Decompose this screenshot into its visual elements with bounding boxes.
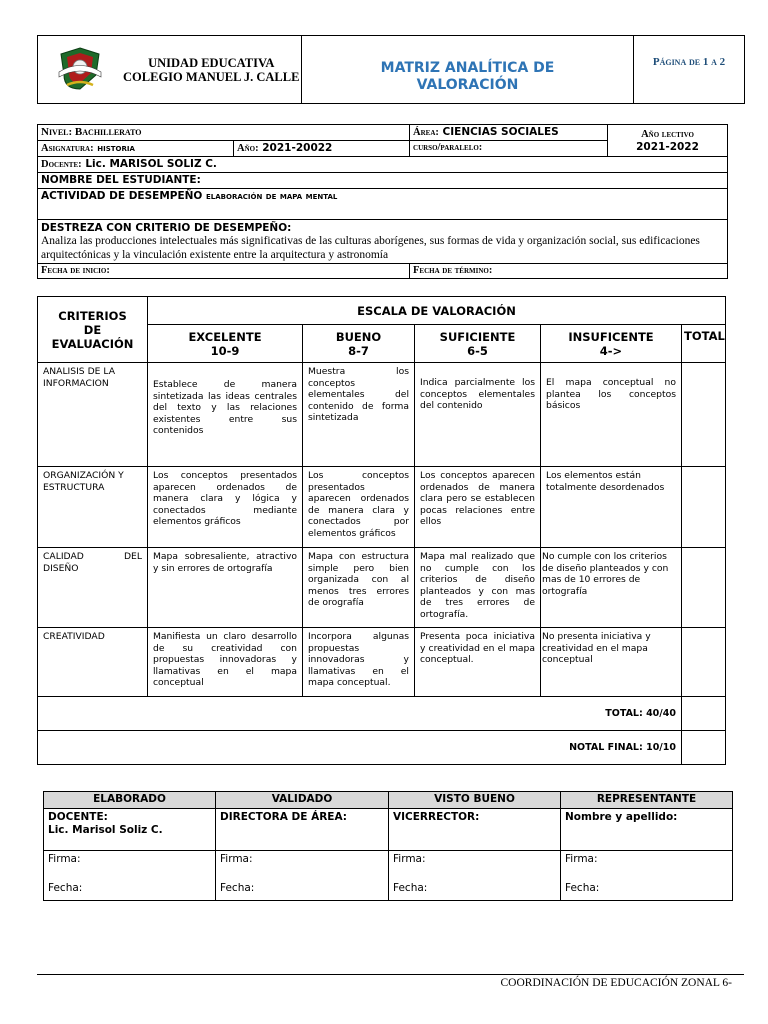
title-cell [302, 36, 634, 104]
page-indicator: Página de 1 a 2 [652, 56, 726, 68]
footer-text: COORDINACIÓN DE EDUCACIÓN ZONAL 6- [500, 977, 732, 989]
ano-lectivo-value: 2021-2022 [636, 140, 699, 153]
area-value: CIENCIAS SOCIALES [442, 126, 559, 138]
cell-total[interactable] [682, 363, 726, 467]
destreza-label: DESTREZA CON CRITERIO DE DESEMPEÑO: [41, 222, 292, 234]
ano-lectivo-cell: Año lectivo 2021-2022 [608, 125, 728, 157]
cell-bueno: Muestra los conceptos elementales del contenido de forma sintetizada [303, 363, 415, 467]
sig-representante-cell[interactable]: Nombre y apellido: [561, 809, 733, 851]
destreza-cell [38, 220, 728, 264]
school-crest-icon [55, 45, 105, 91]
school-name-line1: UNIDAD EDUCATIVA [148, 55, 275, 70]
page-total: 2 [719, 56, 726, 68]
cell-total[interactable] [682, 467, 726, 548]
logo-cell [38, 36, 122, 104]
document-header [37, 35, 745, 104]
cell-excelente: Establece de manera sintetizada las ideas centrales del texto y las relaciones existentes entre sus contenidos [148, 363, 303, 467]
table-row [38, 548, 726, 628]
cell-insuficiente: Los elementos están totalmente desordenados [541, 467, 682, 548]
school-name-line2: COLEGIO MANUEL J. CALLE [123, 69, 300, 84]
level-header-suficiente: SUFICIENTE 6-5 [415, 325, 541, 363]
final-score-cell[interactable] [682, 731, 726, 765]
cell-insuficiente: No cumple con los criterios de diseño planteados y con mas de 10 errores de ortografía [541, 548, 682, 628]
cell-excelente: Mapa sobresaliente, atractivo y sin errores de ortografía [148, 548, 303, 628]
sig-elaborado-cell: DOCENTE: Lic. Marisol Soliz C. [44, 809, 216, 851]
table-row [38, 628, 726, 697]
criterion-analisis: ANALISIS DE LA INFORMACION [38, 363, 148, 467]
student-info-table [37, 124, 728, 279]
school-name-cell [122, 36, 302, 104]
table-row [38, 363, 726, 467]
cell-insuficiente: El mapa conceptual no plantea los conceptos básicos [541, 363, 682, 467]
criterion-organizacion: ORGANIZACIÓN Y ESTRUCTURA [38, 467, 148, 548]
cell-suficiente: Presenta poca iniciativa y creatividad en el mapa conceptual. [415, 628, 541, 697]
curso-cell: curso/paralelo: [410, 141, 608, 157]
level-header-excelente: EXCELENTE 10-9 [148, 325, 303, 363]
ano-cell: Año: 2021-20022 [234, 141, 410, 157]
cell-insuficiente: No presenta iniciativa y creatividad en el mapa conceptual [541, 628, 682, 697]
total-score-cell[interactable] [682, 697, 726, 731]
estudiante-cell[interactable]: NOMBRE DEL ESTUDIANTE: [38, 173, 728, 189]
cell-excelente: Los conceptos presentados aparecen ordenados de manera clara y lógica y conectados mediante elementos gráficos [148, 467, 303, 548]
document-title-line1: MATRIZ ANALÍTICA DE [380, 59, 555, 76]
destreza-text: Analiza las producciones intelectuales más significativas de las culturas aborígenes, sus formas de vida y organización social, sus edificaciones arquitectónicas y la vinculación existente entre la arquitectura y astronomía [41, 235, 700, 261]
total-header: TOTAL [682, 325, 726, 363]
sig-firma-fecha-cell[interactable]: Firma: Fecha: [216, 851, 389, 901]
ano-value: 2021-20022 [262, 142, 333, 154]
area-cell: Área: CIENCIAS SOCIALES [410, 125, 608, 141]
sig-firma-fecha-cell[interactable]: Firma: Fecha: [561, 851, 733, 901]
total-score: TOTAL: 40/40 [38, 697, 682, 731]
level-header-insuficiente: INSUFICENTE 4-> [541, 325, 682, 363]
signature-table [43, 791, 733, 901]
cell-bueno: Incorpora algunas propuestas innovadoras y llamativas en el mapa conceptual. [303, 628, 415, 697]
actividad-cell: ACTIVIDAD DE DESEMPEÑO elaboración de mapa mental [38, 189, 728, 220]
sig-header-elaborado: ELABORADO [44, 792, 216, 809]
nivel-value: Bachillerato [74, 126, 142, 138]
cell-suficiente: Indica parcialmente los conceptos elementales del contenido [415, 363, 541, 467]
cell-bueno: Los conceptos presentados aparecen ordenados de manera clara y conectados por elementos gráficos [303, 467, 415, 548]
cell-total[interactable] [682, 628, 726, 697]
fecha-inicio-cell[interactable]: Fecha de inicio: [38, 264, 410, 279]
table-row [38, 467, 726, 548]
page-number: 1 [702, 56, 709, 68]
criterion-creatividad: CREATIVIDAD [38, 628, 148, 697]
cell-suficiente: Mapa mal realizado que no cumple con los criterios de diseño planteados y con mas de tres errores de ortografía. [415, 548, 541, 628]
level-header-bueno: BUENO 8-7 [303, 325, 415, 363]
sig-header-representante: REPRESENTANTE [561, 792, 733, 809]
document-title-line2: VALORACIÓN [416, 76, 519, 93]
criterios-header: CRITERIOS DE EVALUACIÓN [38, 297, 148, 363]
docente-cell: Docente: Lic. MARISOL SOLIZ C. [38, 157, 728, 173]
docente-name: Lic. Marisol Soliz C. [48, 824, 163, 836]
actividad-value: elaboración de mapa mental [206, 191, 338, 202]
cell-total[interactable] [682, 548, 726, 628]
asignatura-cell: Asignatura: historia [38, 141, 234, 157]
rubric-table [37, 296, 726, 765]
sig-firma-fecha-cell[interactable]: Firma: Fecha: [44, 851, 216, 901]
escala-header: ESCALA DE VALORACIÓN [148, 297, 726, 325]
cell-suficiente: Los conceptos aparecen ordenados de manera clara pero se establecen pocas relaciones entre ellos [415, 467, 541, 548]
footer-divider [37, 974, 744, 975]
criterion-calidad: CALIDAD DEL DISEÑO [38, 548, 148, 628]
sig-visto-bueno-cell: VICERRECTOR: [389, 809, 561, 851]
cell-excelente: Manifiesta un claro desarrollo de su creatividad con propuestas innovadoras y llamativas en el mapa conceptual [148, 628, 303, 697]
sig-header-visto-bueno: VISTO BUENO [389, 792, 561, 809]
sig-header-validado: VALIDADO [216, 792, 389, 809]
sig-firma-fecha-cell[interactable]: Firma: Fecha: [389, 851, 561, 901]
nivel-cell: Nivel: Bachillerato [38, 125, 410, 141]
sig-validado-cell: DIRECTORA DE ÁREA: [216, 809, 389, 851]
cell-bueno: Mapa con estructura simple pero bien organizada con al menos tres errores de orografía [303, 548, 415, 628]
fecha-termino-cell[interactable]: Fecha de término: [410, 264, 728, 279]
asignatura-value: historia [97, 142, 135, 154]
final-score: NOTAL FINAL: 10/10 [38, 731, 682, 765]
page-info-cell [634, 36, 745, 104]
docente-value: Lic. MARISOL SOLIZ C. [85, 158, 217, 170]
